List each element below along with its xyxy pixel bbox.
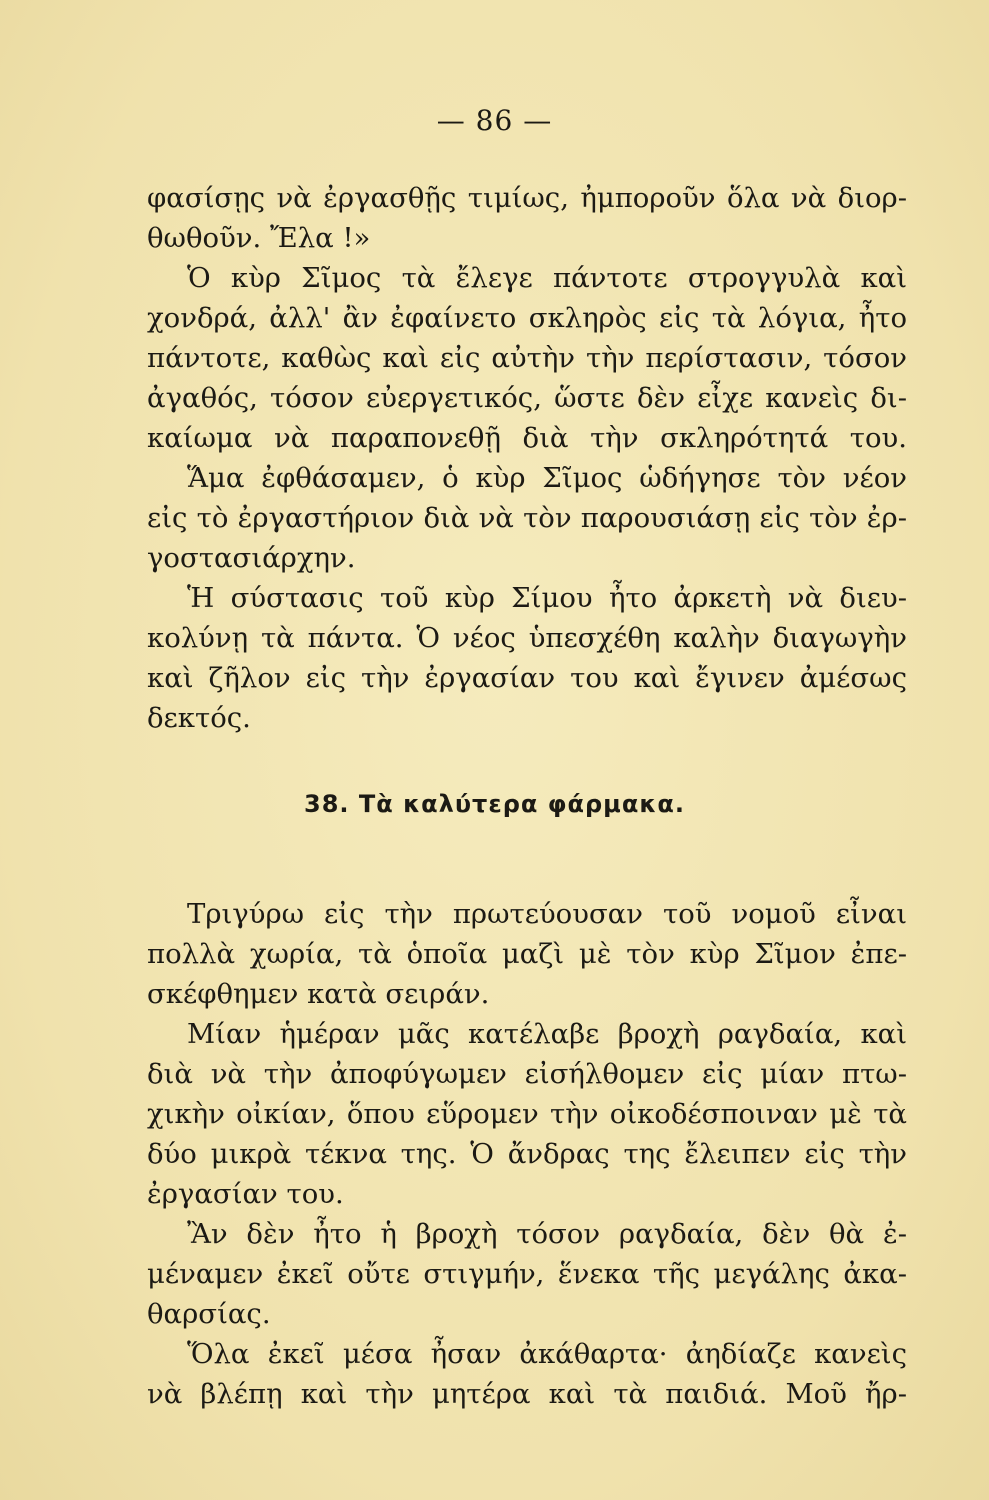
text-line: φασίσῃς νὰ ἐργασθῇς τιμίως, ἠμποροῦν ὅλα νὰ διορ- [147, 182, 907, 214]
text-line: θαρσίας. [147, 1298, 271, 1330]
text-line: Τριγύρω εἰς τὴν πρωτεύουσαν τοῦ νομοῦ εἶναι [187, 898, 907, 930]
text-line: Ἡ σύστασις τοῦ κὺρ Σίμου ἦτο ἀρκετὴ νὰ διευ- [187, 582, 907, 614]
text-line: Ἅμα ἐφθάσαμεν, ὁ κὺρ Σῖμος ὡδήγησε τὸν νέον [187, 462, 907, 494]
text-line: πολλὰ χωρία, τὰ ὁποῖα μαζὶ μὲ τὸν κὺρ Σῖμον ἐπε- [147, 938, 907, 970]
text-line: δεκτός. [147, 702, 251, 734]
text-line: μέναμεν ἐκεῖ οὔτε στιγμήν, ἕνεκα τῆς μεγάλης ἀκα- [147, 1258, 907, 1290]
text-line: Ὁ κὺρ Σῖμος τὰ ἔλεγε πάντοτε στρογγυλὰ καὶ [187, 262, 907, 294]
text-line: καὶ ζῆλον εἰς τὴν ἐργασίαν του καὶ ἔγινεν ἀμέσως [147, 662, 907, 694]
text-line: Μίαν ἡμέραν μᾶς κατέλαβε βροχὴ ραγδαία, καὶ [187, 1018, 907, 1050]
text-line: ἀγαθός, τόσον εὐεργετικός, ὥστε δὲν εἶχε κανεὶς δι- [147, 382, 907, 414]
text-line: νὰ βλέπῃ καὶ τὴν μητέρα καὶ τὰ παιδιά. Μοῦ ἤρ- [147, 1378, 907, 1410]
text-line: γοστασιάρχην. [147, 542, 356, 574]
text-line: πάντοτε, καθὼς καὶ εἰς αὐτὴν τὴν περίστασιν, τόσον [147, 342, 907, 374]
text-line: ἐργασίαν του. [147, 1178, 344, 1210]
text-line: Ἂν δὲν ἦτο ἡ βροχὴ τόσον ραγδαία, δὲν θὰ ἐ- [187, 1218, 907, 1250]
text-line: καίωμα νὰ παραπονεθῇ διὰ τὴν σκληρότητά του. [147, 422, 907, 454]
text-line: κολύνῃ τὰ πάντα. Ὁ νέος ὑπεσχέθη καλὴν διαγωγὴν [147, 622, 907, 654]
page-number: — 86 — [436, 104, 553, 137]
text-line: χικὴν οἰκίαν, ὅπου εὕρομεν τὴν οἰκοδέσποιναν μὲ τὰ [147, 1098, 907, 1130]
text-line: χονδρά, ἀλλ' ἂν ἐφαίνετο σκληρὸς εἰς τὰ λόγια, ἦτο [147, 302, 907, 334]
text-line: διὰ νὰ τὴν ἀποφύγωμεν εἰσήλθομεν εἰς μίαν πτω- [147, 1058, 907, 1090]
text-line: εἰς τὸ ἐργαστήριον διὰ νὰ τὸν παρουσιάσῃ εἰς τὸν ἐρ- [147, 502, 907, 534]
text-line: σκέφθημεν κατὰ σειράν. [147, 978, 490, 1010]
text-line: θωθοῦν. Ἔλα !» [147, 222, 371, 254]
text-line: δύο μικρὰ τέκνα της. Ὁ ἄνδρας της ἔλειπεν εἰς τὴν [147, 1138, 907, 1170]
section-heading: 38. Τὰ καλύτερα φάρμακα. [304, 790, 685, 818]
text-line: Ὅλα ἐκεῖ μέσα ἦσαν ἀκάθαρτα· ἀηδίαζε κανεὶς [187, 1338, 907, 1370]
